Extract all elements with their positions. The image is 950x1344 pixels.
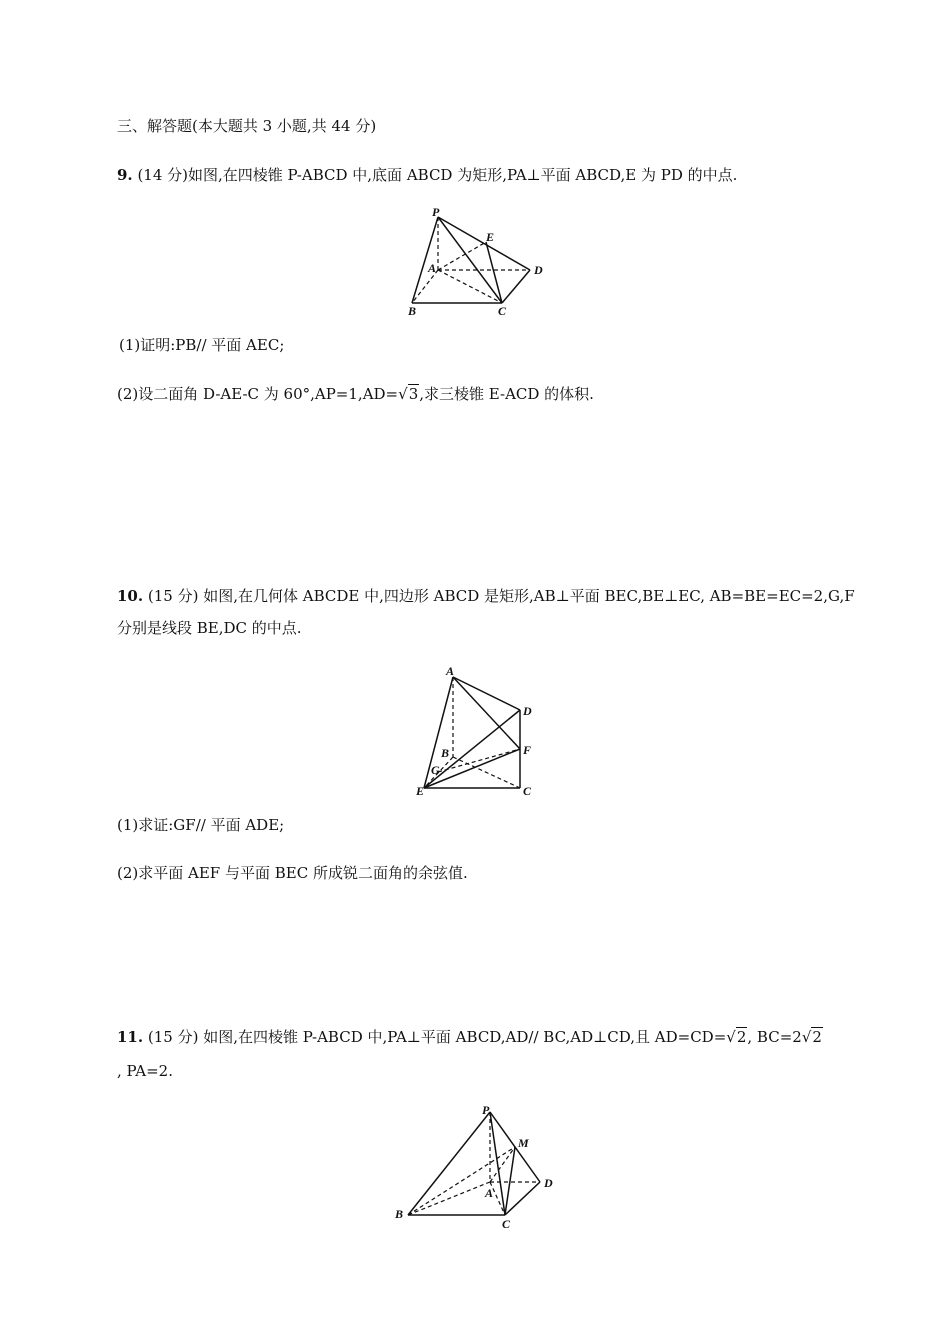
radicand: 2 [736, 1028, 747, 1046]
section-title: 三、解答题(本大题共 3 小题,共 44 分) [117, 117, 377, 135]
figure-q11-pyramid [390, 1100, 560, 1230]
question-11-stem-line-1 [117, 1027, 823, 1047]
label-B: B [395, 1207, 404, 1221]
label-M: M [518, 1136, 529, 1150]
label-C: C [498, 304, 507, 318]
label-C: C [523, 784, 532, 798]
label-B: B [408, 304, 417, 318]
label-E: E [486, 230, 495, 244]
question-9-part-2 [117, 384, 594, 404]
radicand: 2 [812, 1028, 822, 1046]
label-A: A [446, 664, 455, 678]
question-text: (15 分) 如图,在几何体 ABCDE 中,四边形 ABCD 是矩形,AB⊥平面 BEC,BE⊥EC, AB=BE=EC=2,G,F [143, 587, 855, 605]
edge-CD [505, 1182, 540, 1215]
question-9-part-1: (1)证明:PB// 平面 AEC; [119, 336, 285, 354]
label-A: A [428, 261, 437, 275]
question-number: 9. [117, 166, 133, 184]
label-P: P [432, 205, 440, 219]
question-number: 10. [117, 587, 144, 605]
edge-PB [408, 1112, 490, 1215]
edge-AF [453, 677, 520, 749]
label-P: P [482, 1103, 490, 1117]
part-2-text-b: ,求三棱锥 E-ACD 的体积. [419, 385, 594, 403]
question-text: (14 分)如图,在四棱锥 P-ABCD 中,底面 ABCD 为矩形,PA⊥平面 ABCD,E 为 PD 的中点. [132, 166, 738, 184]
label-E: E [416, 784, 425, 798]
question-text-a: (15 分) 如图,在四棱锥 P-ABCD 中,PA⊥平面 ABCD,AD// BC,AD⊥CD,且 AD=CD= [143, 1028, 727, 1046]
edge-CD [502, 270, 530, 303]
part-2-text-a: (2)设二面角 D-AE-C 为 60°,AP=1,AD= [117, 385, 399, 403]
sqrt-3: √3 [398, 385, 419, 403]
question-9-stem [117, 165, 737, 185]
label-D: D [534, 263, 543, 277]
question-11-stem-line-2: , PA=2. [117, 1062, 173, 1080]
sqrt-2-first: √2 [726, 1028, 747, 1046]
edge-PB [412, 217, 438, 303]
label-A: A [485, 1186, 494, 1200]
label-B: B [441, 746, 450, 760]
question-10-stem-line-1 [117, 586, 855, 606]
edge-EC [486, 242, 502, 303]
question-text-b: , BC=2 [747, 1028, 802, 1046]
edge-BM-hidden [408, 1147, 515, 1215]
label-D: D [523, 704, 532, 718]
figure-q10-solid [410, 662, 540, 802]
radicand: 3 [408, 385, 419, 403]
sqrt-2-second: √2 [801, 1028, 822, 1046]
label-D: D [544, 1176, 553, 1190]
question-10-stem-line-2: 分别是线段 BE,DC 的中点. [117, 619, 302, 637]
label-F: F [523, 743, 532, 757]
label-G: G [431, 763, 440, 777]
label-C: C [502, 1217, 511, 1230]
question-10-part-1: (1)求证:GF// 平面 ADE; [117, 816, 285, 834]
edge-AC-hidden [438, 270, 502, 303]
figure-q9-pyramid [400, 205, 550, 320]
edge-MC [505, 1147, 515, 1215]
edge-AD [453, 677, 520, 710]
question-10-part-2: (2)求平面 AEF 与平面 BEC 所成锐二面角的余弦值. [117, 864, 468, 882]
edge-AE-hidden [438, 242, 486, 270]
question-number: 11. [117, 1028, 144, 1046]
